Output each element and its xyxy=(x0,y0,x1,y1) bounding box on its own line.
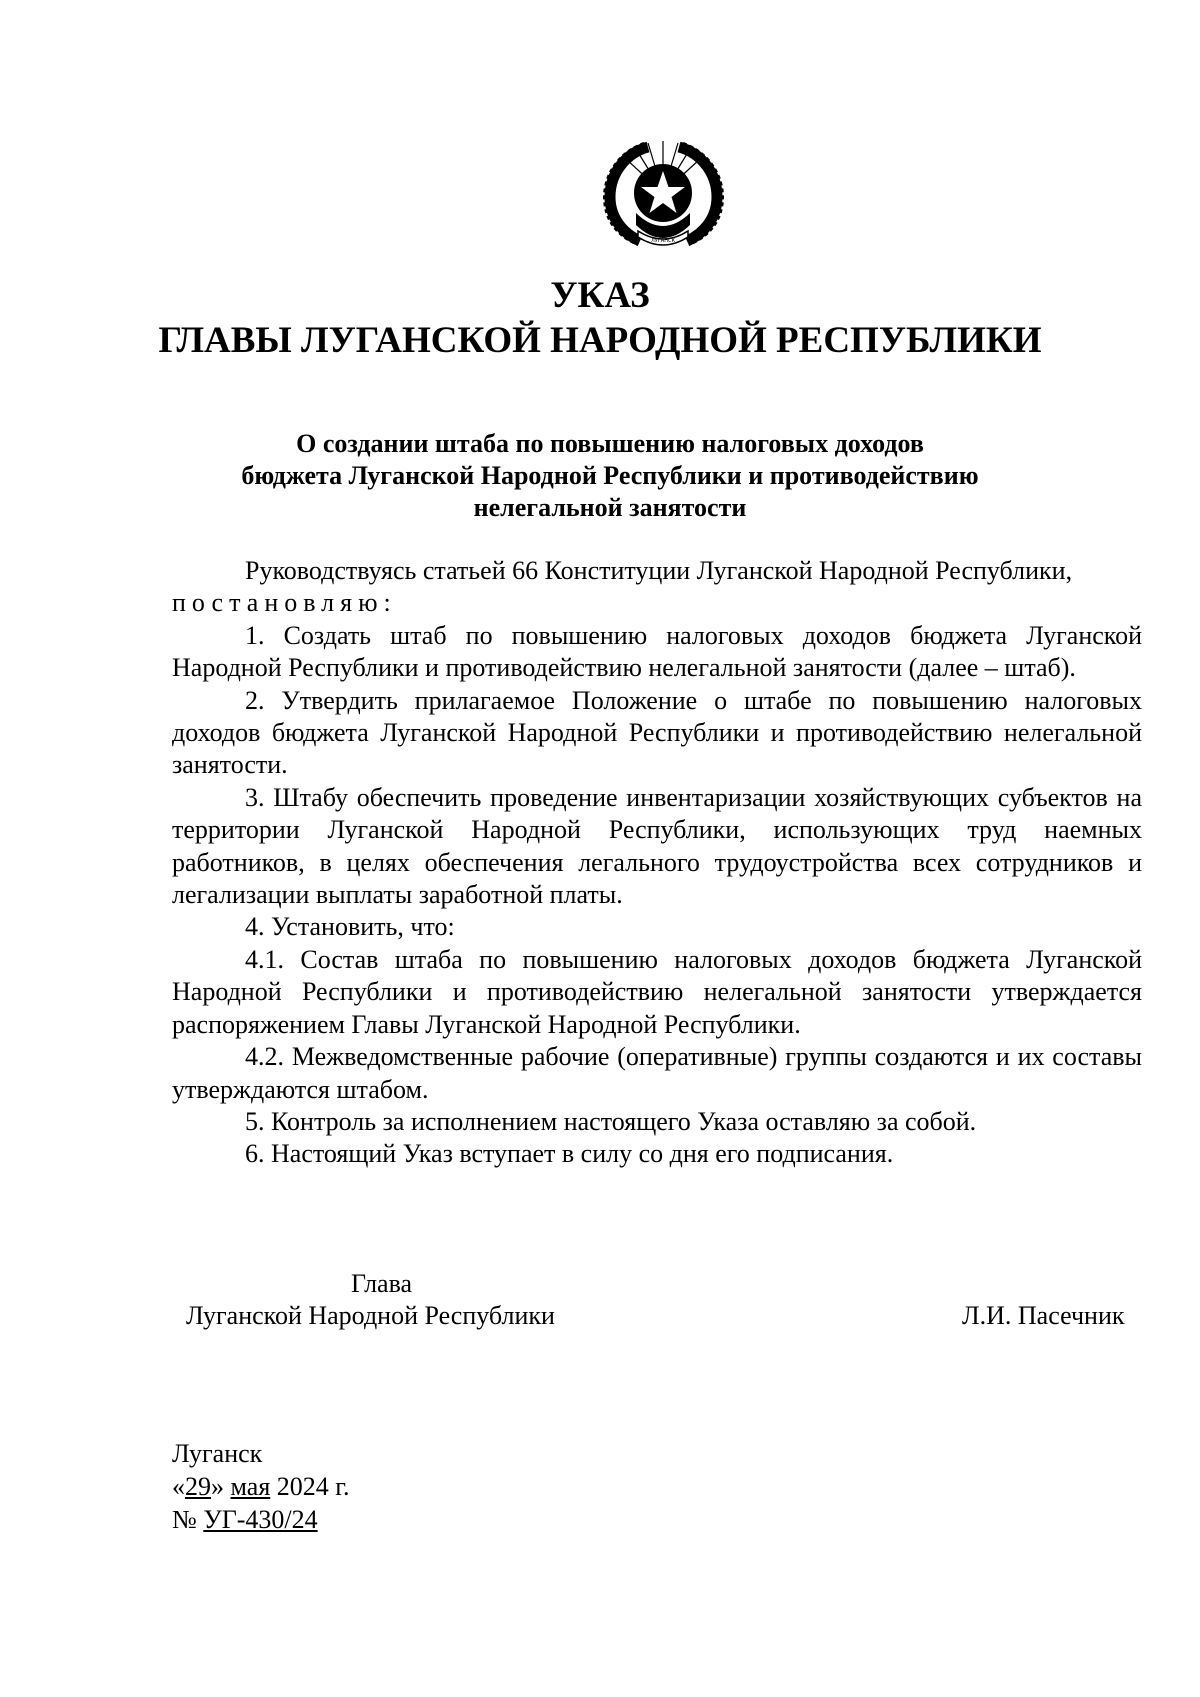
clause-4-1: 4.1. Состав штаба по повышению налоговых доходов бюджета Луганской Народной Республики и противодействию нелегальной занятости утверждается распоряжением Главы Луганской Народной Республики. xyxy=(172,944,1142,1039)
signatory-title-line1: Глава xyxy=(351,1269,413,1298)
issue-details xyxy=(172,1437,350,1536)
clause-5: 5. Контроль за исполнением настоящего Указа оставляю за собой. xyxy=(245,1106,977,1136)
date-month: мая xyxy=(230,1472,271,1501)
decree-body xyxy=(172,555,1142,1171)
subject-line: нелегальной занятости xyxy=(473,493,747,522)
clause-4: 4. Установить, что: xyxy=(245,912,455,942)
clause-2: 2. Утвердить прилагаемое Положение о штабе по повышению налоговых доходов бюджета Луганской Народной Республики и противодействию нелегальной занятости. xyxy=(172,685,1142,780)
clause-6: 6. Настоящий Указ вступает в силу со дня его подписания. xyxy=(245,1139,894,1169)
svg-text:ЛУГАНСК: ЛУГАНСК xyxy=(650,238,676,244)
coat-of-arms-icon xyxy=(596,135,731,255)
signatory-title-line2: Луганской Народной Республики xyxy=(186,1301,555,1330)
number-value: УГ-430/24 xyxy=(203,1505,318,1534)
clause-1: 1. Создать штаб по повышению налоговых доходов бюджета Луганской Народной Республики и противодействию нелегальной занятости (далее – штаб). xyxy=(172,620,1142,683)
clause-3: 3. Штабу обеспечить проведение инвентаризации хозяйствующих субъектов на территории Луганской Народной Республики, использующих труд наемных работников, в целях обеспечения легального трудоустройства всех сотрудников и легализации выплаты заработной платы. xyxy=(172,782,1142,910)
decree-subject xyxy=(225,428,995,524)
issue-date: «29» мая 2024 г. xyxy=(172,1472,350,1501)
issue-city: Луганск xyxy=(172,1439,263,1468)
date-year: 2024 г. xyxy=(276,1472,350,1501)
signatory-name: Л.И. Пасечник xyxy=(962,1301,1125,1330)
decree-number xyxy=(172,1503,350,1536)
number-prefix: № xyxy=(172,1505,197,1534)
issuer-title: ГЛАВЫ ЛУГАНСКОЙ НАРОДНОЙ РЕСПУБЛИКИ xyxy=(158,320,1042,361)
subject-line: бюджета Луганской Народной Республики и противодействию xyxy=(241,461,979,490)
document-type-title: УКАЗ xyxy=(550,275,650,316)
clause-4-2: 4.2. Межведомственные рабочие (оперативные) группы создаются и их составы утверждаются штабом. xyxy=(172,1042,1142,1104)
decree-word: постановляю: xyxy=(172,588,397,618)
date-day: 29 xyxy=(185,1472,211,1501)
preamble: Руководствуясь статьей 66 Конституции Луганской Народной Республики, xyxy=(245,556,1073,585)
subject-line: О создании штаба по повышению налоговых доходов xyxy=(296,429,924,458)
